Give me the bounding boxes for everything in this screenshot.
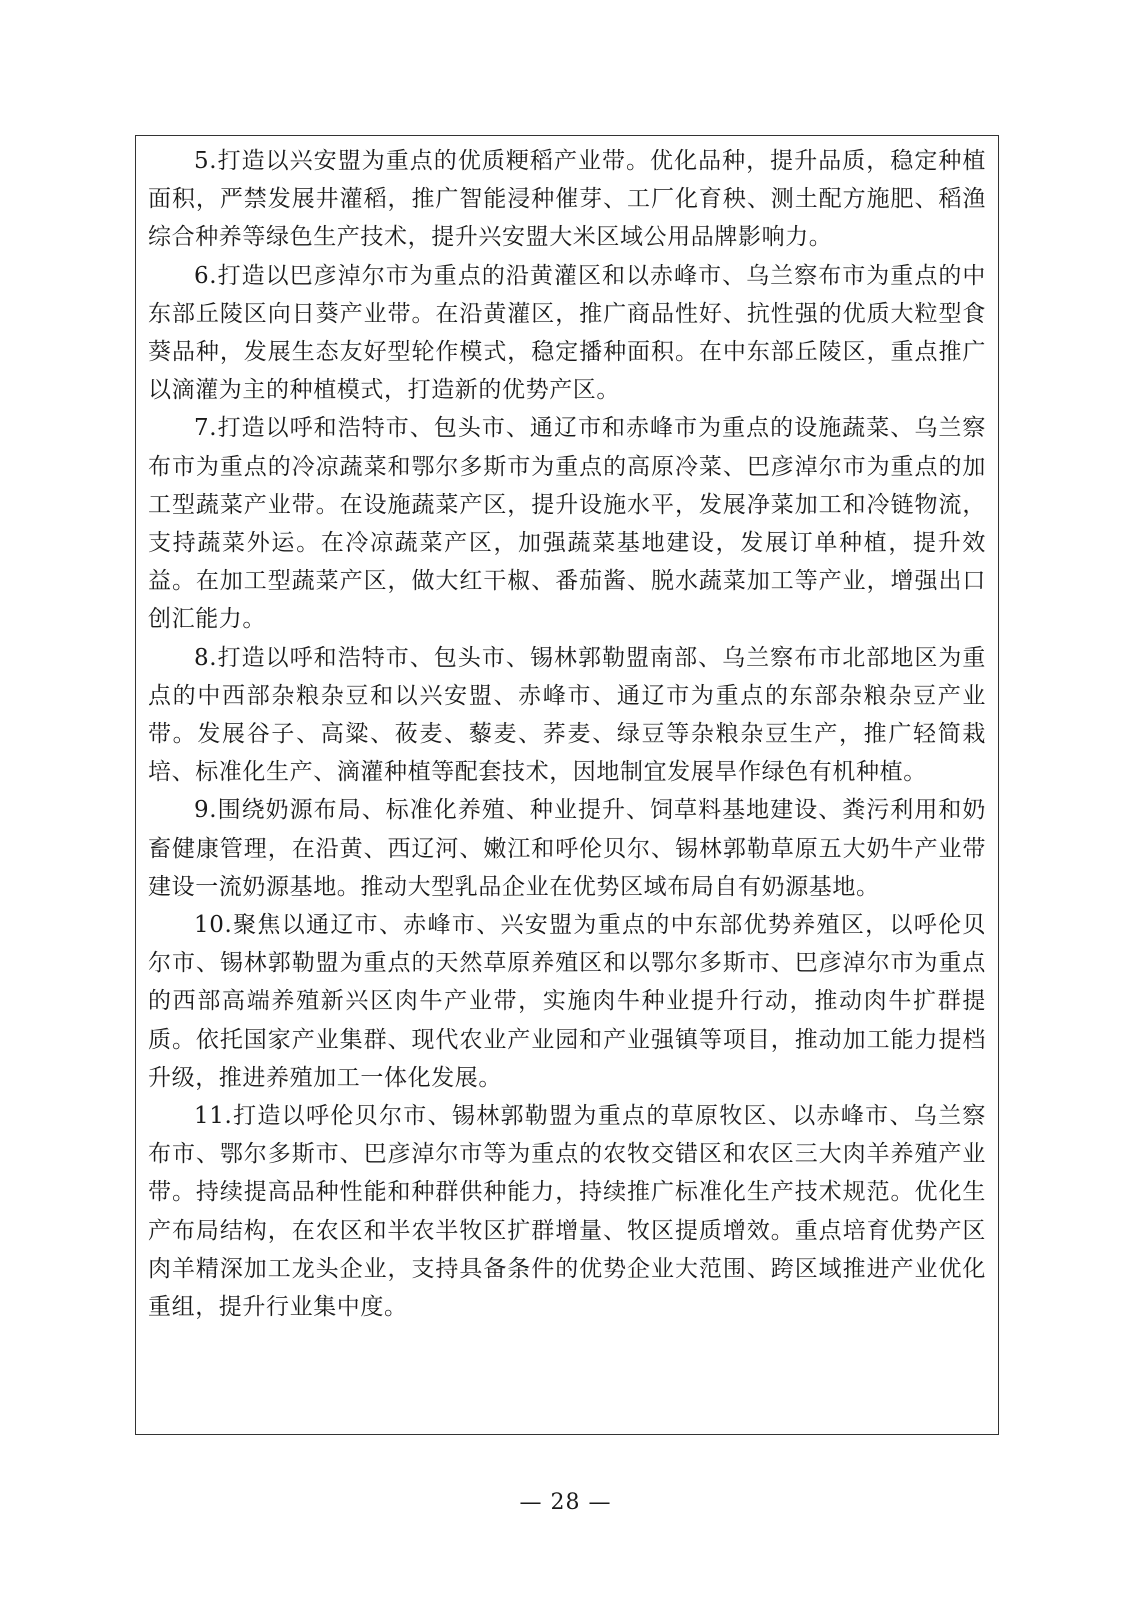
content-frame — [135, 135, 999, 1435]
paragraph-item-5: 5.打造以兴安盟为重点的优质粳稻产业带。优化品种，提升品质，稳定种植面积，严禁发展井灌稻，推广智能浸种催芽、工厂化育秧、测土配方施肥、稻渔综合种养等绿色生产技术，提升兴安盟大米区域公用品牌影响力。 — [148, 148, 986, 251]
paragraph-item-11: 11.打造以呼伦贝尔市、锡林郭勒盟为重点的草原牧区、以赤峰市、乌兰察布市、鄂尔多斯市、巴彦淖尔市等为重点的农牧交错区和农区三大肉羊养殖产业带。持续提高品种性能和种群供种能力，持续推广标准化生产技术规范。优化生产布局结构，在农区和半农半牧区扩群增量、牧区提质增效。重点培育优势产区肉羊精深加工龙头企业，支持具备条件的优势企业大范围、跨区域推进产业优化重组，提升行业集中度。 — [148, 1103, 986, 1321]
paragraph-item-9: 9.围绕奶源布局、标准化养殖、种业提升、饲草料基地建设、粪污利用和奶畜健康管理，在沿黄、西辽河、嫩江和呼伦贝尔、锡林郭勒草原五大奶牛产业带建设一流奶源基地。推动大型乳品企业在优势区域布局自有奶源基地。 — [148, 797, 986, 900]
paragraph-item-10: 10.聚焦以通辽市、赤峰市、兴安盟为重点的中东部优势养殖区，以呼伦贝尔市、锡林郭勒盟为重点的天然草原养殖区和以鄂尔多斯市、巴彦淖尔市为重点的西部高端养殖新兴区肉牛产业带，实施肉牛种业提升行动，推动肉牛扩群提质。依托国家产业集群、现代农业产业园和产业强镇等项目，推动加工能力提档升级，推进养殖加工一体化发展。 — [148, 912, 986, 1091]
paragraph-item-8: 8.打造以呼和浩特市、包头市、锡林郭勒盟南部、乌兰察布市北部地区为重点的中西部杂粮杂豆和以兴安盟、赤峰市、通辽市为重点的东部杂粮杂豆产业带。发展谷子、高粱、莜麦、藜麦、荞麦、绿豆等杂粮杂豆生产，推广轻简栽培、标准化生产、滴灌种植等配套技术，因地制宜发展旱作绿色有机种植。 — [148, 644, 986, 786]
page-number: — 28 — — [519, 1490, 612, 1515]
paragraph-item-7: 7.打造以呼和浩特市、包头市、通辽市和赤峰市为重点的设施蔬菜、乌兰察布市为重点的冷凉蔬菜和鄂尔多斯市为重点的高原冷菜、巴彦淖尔市为重点的加工型蔬菜产业带。在设施蔬菜产区，提升设施水平，发展净菜加工和冷链物流，支持蔬菜外运。在冷凉蔬菜产区，加强蔬菜基地建设，发展订单种植，提升效益。在加工型蔬菜产区，做大红干椒、番茄酱、脱水蔬菜加工等产业，增强出口创汇能力。 — [148, 415, 986, 633]
paragraph-item-6: 6.打造以巴彦淖尔市为重点的沿黄灌区和以赤峰市、乌兰察布市为重点的中东部丘陵区向日葵产业带。在沿黄灌区，推广商品性好、抗性强的优质大粒型食葵品种，发展生态友好型轮作模式，稳定播种面积。在中东部丘陵区，重点推广以滴灌为主的种植模式，打造新的优势产区。 — [148, 262, 986, 404]
